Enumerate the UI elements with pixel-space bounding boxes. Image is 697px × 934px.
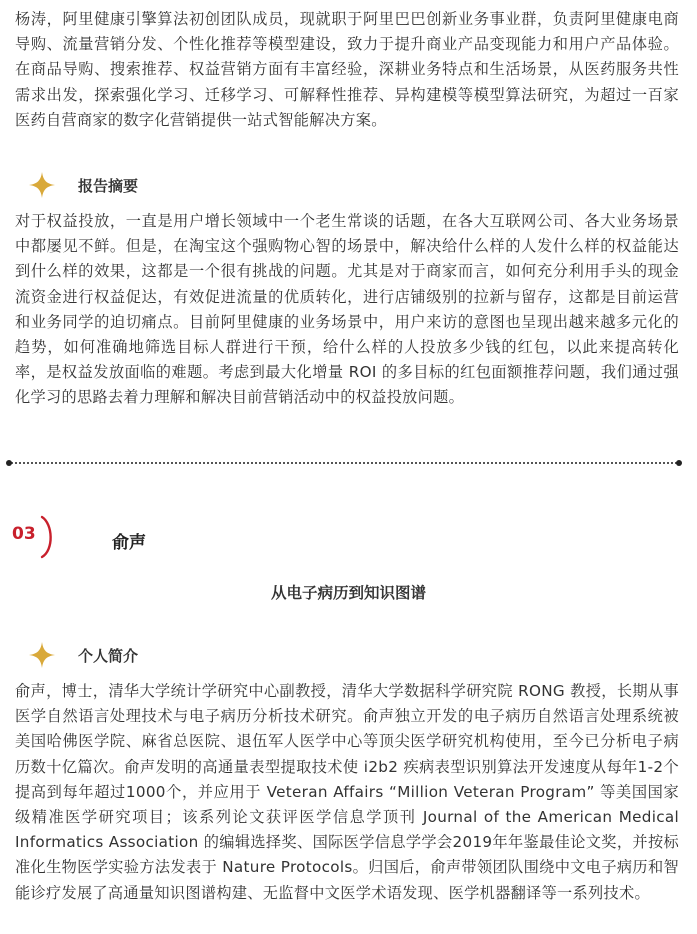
gold-sparkle-icon <box>28 641 56 669</box>
report-summary-heading <box>28 170 138 200</box>
profile-heading <box>28 640 138 670</box>
speaker-name: 俞声 <box>112 533 146 553</box>
talk-title: 从电子病历到知识图谱 <box>270 584 426 602</box>
intro-paragraph: 杨涛，阿里健康引擎算法初创团队成员，现就职于阿里巴巴创新业务事业群，负责阿里健康电商导购、流量营销分发、个性化推荐等模型建设，致力于提升商业产品变现能力和用户产品体验。在商品导购、搜索推荐、权益营销方面有丰富经验，深耕业务特点和生活场景，从医药服务共性需求出发，探索强化学习、迁移学习、可解释性推荐、异构建模等模型算法研究，为超过一百家医药自营商家的数字化营销提供一站式智能解决方案。 <box>15 10 679 129</box>
report-summary-label: 报告摘要 <box>78 176 139 195</box>
profile-text: 俞声，博士，清华大学统计学研究中心副教授，清华大学数据科学研究院 RONG 教授，长期从事医学自然语言处理技术与电子病历分析技术研究。俞声独立开发的电子病历自然语言处理系统被美国哈佛医学院、麻省总医院、退伍军人医学中心等顶尖医学研究机构使用，至今已分析电子病历数十亿篇次。俞声发明的高通量表型提取技术使 i2b2 疾病表型识别算法开发速度从每年1-2个提高到每年超过1000个，并应用于 Veteran Affairs “Million Veteran Program” 等美国国家级精准医学研究项目；该系列论文获评医学信息学顶刊 Journal of the American Medical Informatics Association 的编辑选择奖、国际医学信息学学会2019年年鉴最佳论文奖，并按标准化生物医学实验方法发表于 Nature Protocols。归国后，俞声带领团队围绕中文电子病历和智能诊疗发展了高通量知识图谱构建、无监督中文医学术语发现、医学机器翻译等一系列技术。 <box>15 682 679 902</box>
speaker-number: 03 <box>12 524 36 544</box>
gold-sparkle-icon <box>28 171 56 199</box>
speaker-number-mark <box>12 514 56 560</box>
section-divider <box>6 461 682 465</box>
report-summary-text: 对于权益投放，一直是用户增长领域中一个老生常谈的话题，在各大互联网公司、各大业务场景中都屡见不鲜。但是，在淘宝这个强购物心智的场景中，解决给什么样的人发什么样的权益能达到什么样的效果，这都是一个很有挑战的问题。尤其是对于商家而言，如何充分利用手头的现金流资金进行权益促达，有效促进流量的优质转化，进行店铺级别的拉新与留存，这都是目前运营和业务同学的迫切痛点。目前阿里健康的业务场景中，用户来访的意图也呈现出越来越多元化的趋势，如何准确地筛选目标人群进行干预，给什么样的人投放多少钱的红包，以此来提高转化率，是权益发放面临的难题。考虑到最大化增量 ROI 的多目标的红包面额推荐问题，我们通过强化学习的思路去着力理解和解决目前营销活动中的权益投放问题。 <box>15 212 679 407</box>
profile-label: 个人简介 <box>78 646 139 665</box>
